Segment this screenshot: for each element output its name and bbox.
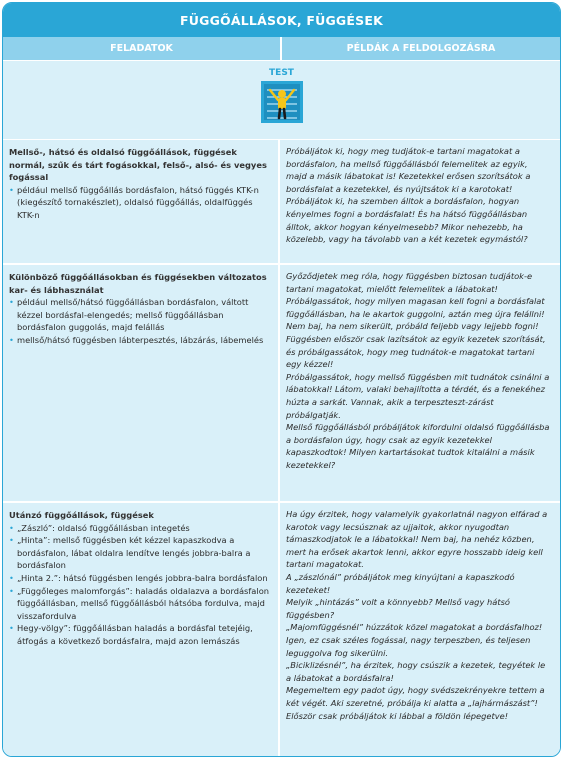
task-cell [3,503,280,757]
task-heading: Mellső-, hátsó és oldalsó függőállások, függések normál, szűk és tárt fogásokkal, felső-, alsó- és vegyes fogással [9,147,267,183]
example-text: Ha úgy érzitek, hogy valamelyik gyakorlatnál nagyon elfárad a karotok vagy lecsúsznak az ujjaitok, akkor nyugodtan támaszkodjatok le a lábatokkal! Nem baj, ha nehéz közben, mert ha erősek akartok lenni, akkor egyre hosszabb ideig kell tartani magatokat. [286,509,548,570]
list-item: • például mellső függőállás bordásfalon, hátsó függés KTK-n (kiegészítő tornakészlet), oldalsó függőállás, oldalfüggés KTK-n [9,184,259,220]
example-text: „Majomfüggésnél” húzzátok közel magatokat a bordásfalhoz! Igen, ez csak széles fogással, nagy terpeszben, és teljesen leguggolva fog sikerülni. [286,622,543,658]
table-row [3,265,560,503]
example-cell [280,265,560,501]
example-text: „Biciklizésnél”, ha érzitek, hogy csúszik a kezetek, tegyétek le a lábatokat a bordásfalra! [286,660,546,683]
test-label: TEST [269,68,294,78]
list-item: • Hegy-völgy”: függőállásban haladás a bordásfal tetejéig, átfogás a következő bordásfalra, majd azon lemászás [9,623,253,646]
example-text: Győződjetek meg róla, hogy függésben biztosan tudjátok-e tartani magatokat, mielőtt felemelitek a lábatokat! Próbálgassátok, hogy milyen magasan kell fogni a bordásfalat függőállásban, ha le akartok guggolni, aztán meg újra felállni! Nem baj, ha nem sikerült, próbáld feljebb vagy lejjebb fogni! [286,271,545,332]
list-item: • „Függőleges malomforgás”: haladás oldalazva a bordásfalon függőállásban, mellső függőállásból hátsóba fordulva, majd visszafordulva [9,585,270,621]
task-heading: Különböző függőállásokban és függésekben változatos kar- és lábhasználat [9,272,267,295]
task-cell [3,265,280,501]
table-row [3,503,560,757]
example-text: Próbálgassátok, hogy mellső függésben mit tudnátok csinálni a lábatokkal! Látom, valaki behajlította a térdét, és a fenekéhez húzta a sarkát. Vannak, akik a terpeszteszt-zárást próbálgatják. [286,371,550,420]
table-row [3,140,560,265]
list-item: • „Zászló”: oldalsó függőállásban integetés [9,522,190,533]
example-text: Mellső függőállásból próbáljátok kifordulni oldalsó függőállásba a bordásfalon úgy, hogy csak az egyik kezetekkel kapaszkodtok! Milyen kartartásokat tudtok kitalálni a másik kezetekkel? [286,422,550,470]
column-header-row [3,37,560,61]
example-cell [280,503,560,757]
test-section [3,61,560,140]
example-text: Melyik „hintázás” volt a könnyebb? Mellső vagy hátsó függésben? [286,597,510,620]
task-cell [3,140,280,263]
example-text: Megemeltem egy padot úgy, hogy svédszekrényekre tettem a két végét. Aki szeretné, próbálja ki alatta a „lajhármászást”! Először csak próbáljátok ki lábbal a földön lépegetve! [286,685,545,721]
list-item: • „Hinta”: mellső függésben két kézzel kapaszkodva a bordásfalon, lábat oldalra lendítve lengés jobbra-balra a bordásfalon [9,535,251,571]
column-header-tasks: FELADATOK [3,37,282,60]
list-item: • mellső/hátsó függésben lábterpesztés, lábzárás, lábemelés [9,334,264,345]
list-item: • „Hinta 2.”: hátsó függésben lengés jobbra-balra bordásfalon [9,572,268,583]
column-header-examples: PÉLDÁK A FELDOLGOZÁSRA [346,43,496,54]
task-table [2,2,561,757]
person-hanging-on-wall-bars-icon [261,81,303,123]
example-text: Függésben először csak lazítsátok az egyik kezetek szorítását, és próbálgassátok, hogy meg tudnátok-e magatokat tartani egy kézzel! [286,333,546,370]
task-heading: Utánzó függőállások, függések [9,510,154,520]
example-text: Próbáljátok ki, hogy meg tudjátok-e tartani magatokat a bordásfalon, ha mellső függőállásból felemelitek az egyik, majd a másik lábatokat is! Kezetekkel erősen szorítsátok a bordásfalat a kezetekkel, és nyújtsátok ki a karotokat! Próbáljátok ki, ha szemben álltok a bordásfalon, hogyan kényelmes fogni a bordásfalat! És ha hátsó függőállásban álltok, akkor hogyan kényelmesebb? Mikor nehezebb, ha közelebb, vagy ha távolabb van a két kezetek egymástól? [286,146,531,245]
example-text: A „zászlónál” próbáljátok meg kinyújtani a kapaszkodó kezeteket! [286,571,515,595]
example-cell [280,140,560,263]
list-item: • például mellső/hátsó függőállásban bordásfalon, váltott kézzel bordásfal-elengedés; mellső függőállásban bordásfalon guggolás, majd felállás [9,297,249,333]
table-title: FÜGGŐÁLLÁSOK, FÜGGÉSEK [3,3,560,37]
